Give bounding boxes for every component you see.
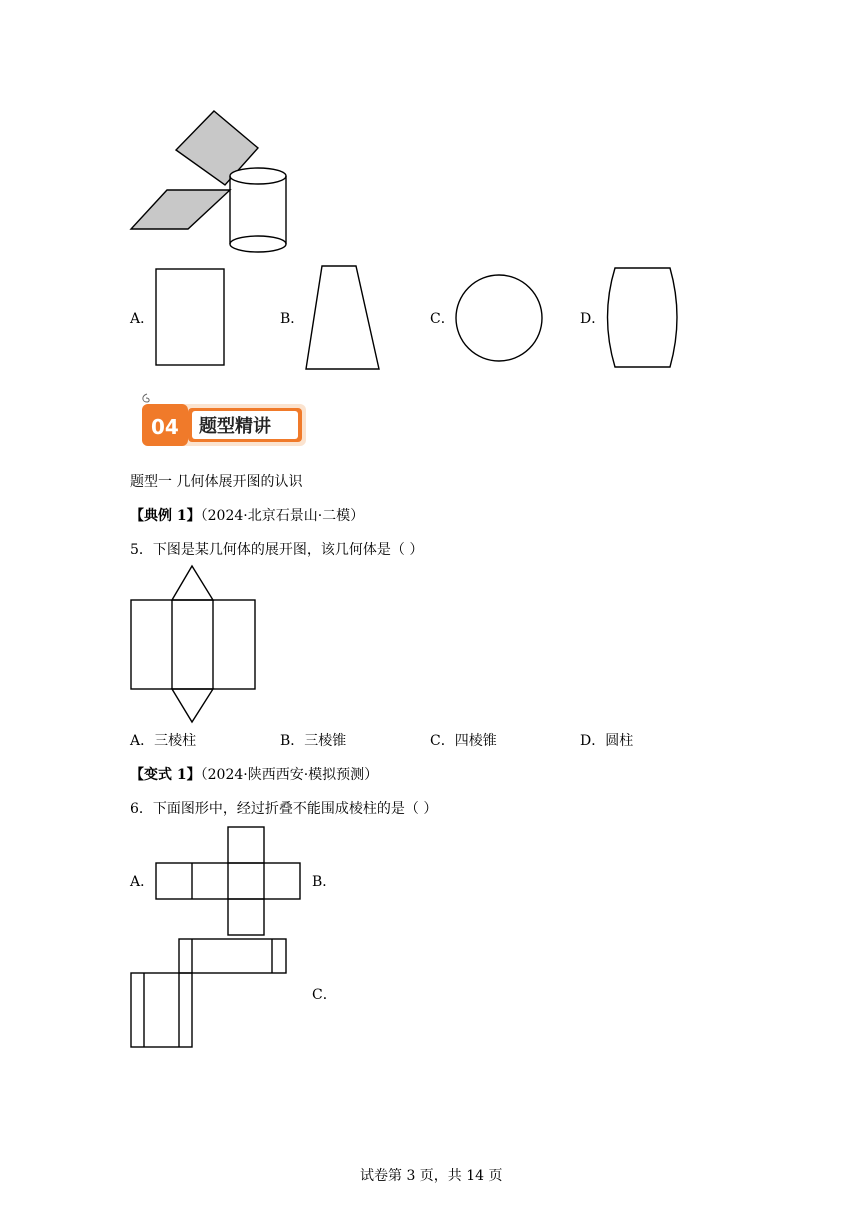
q4-option-c-figure xyxy=(450,270,546,366)
variant-tag: 【变式 1】 xyxy=(130,767,201,783)
q6-option-b-figure xyxy=(128,936,298,1051)
q4-option-d-label[interactable]: D． xyxy=(580,311,606,327)
q5-stem: 5．下图是某几何体的展开图，该几何体是（ ） xyxy=(130,542,424,558)
q6-option-a-label[interactable]: A． xyxy=(130,874,155,890)
q6-option-b-label[interactable]: B． xyxy=(312,874,337,890)
example-heading xyxy=(130,507,364,525)
q4-option-d-figure xyxy=(600,262,684,372)
q5-net-figure xyxy=(128,562,268,732)
parallelogram xyxy=(131,190,230,229)
example-source: （2024·北京石景山·二模） xyxy=(200,508,365,524)
circle-shape xyxy=(456,275,542,361)
section-banner xyxy=(138,390,313,450)
q5-option-b[interactable]: B．三棱锥 xyxy=(280,733,347,749)
q6-option-a-figure xyxy=(154,826,304,938)
trapezoid-shape xyxy=(306,266,379,369)
q6-option-c-label[interactable]: C． xyxy=(312,987,337,1003)
cylinder xyxy=(230,168,286,252)
top-triangle xyxy=(172,566,213,600)
banner-curl-icon xyxy=(143,394,149,402)
q4-option-b-figure xyxy=(300,262,390,374)
q5-option-c[interactable]: C．四棱锥 xyxy=(430,733,497,749)
q4-figure xyxy=(125,108,325,258)
rectangle-shape xyxy=(156,269,224,365)
banner-title: 题型精讲 xyxy=(199,416,271,437)
barrel-shape xyxy=(608,268,678,367)
q6-stem: 6．下面图形中，经过折叠不能围成棱柱的是（ ） xyxy=(130,801,438,817)
page-footer: 试卷第 3 页，共 14 页 xyxy=(360,1168,503,1184)
banner-number: 04 xyxy=(151,415,179,439)
bottom-triangle xyxy=(172,689,213,722)
q5-option-a[interactable]: A．三棱柱 xyxy=(130,733,197,749)
variant-source: （2024·陕西西安·模拟预测） xyxy=(200,767,379,783)
q4-option-c-label[interactable]: C． xyxy=(430,311,455,327)
q4-option-a-figure xyxy=(150,262,230,372)
variant-heading xyxy=(130,766,378,784)
section-title: 题型一 几何体展开图的认识 xyxy=(130,474,303,490)
example-tag: 【典例 1】 xyxy=(130,508,201,524)
q4-option-b-label[interactable]: B． xyxy=(280,311,305,327)
q4-option-a-label[interactable]: A． xyxy=(130,311,155,327)
q5-option-d[interactable]: D．圆柱 xyxy=(580,733,634,749)
